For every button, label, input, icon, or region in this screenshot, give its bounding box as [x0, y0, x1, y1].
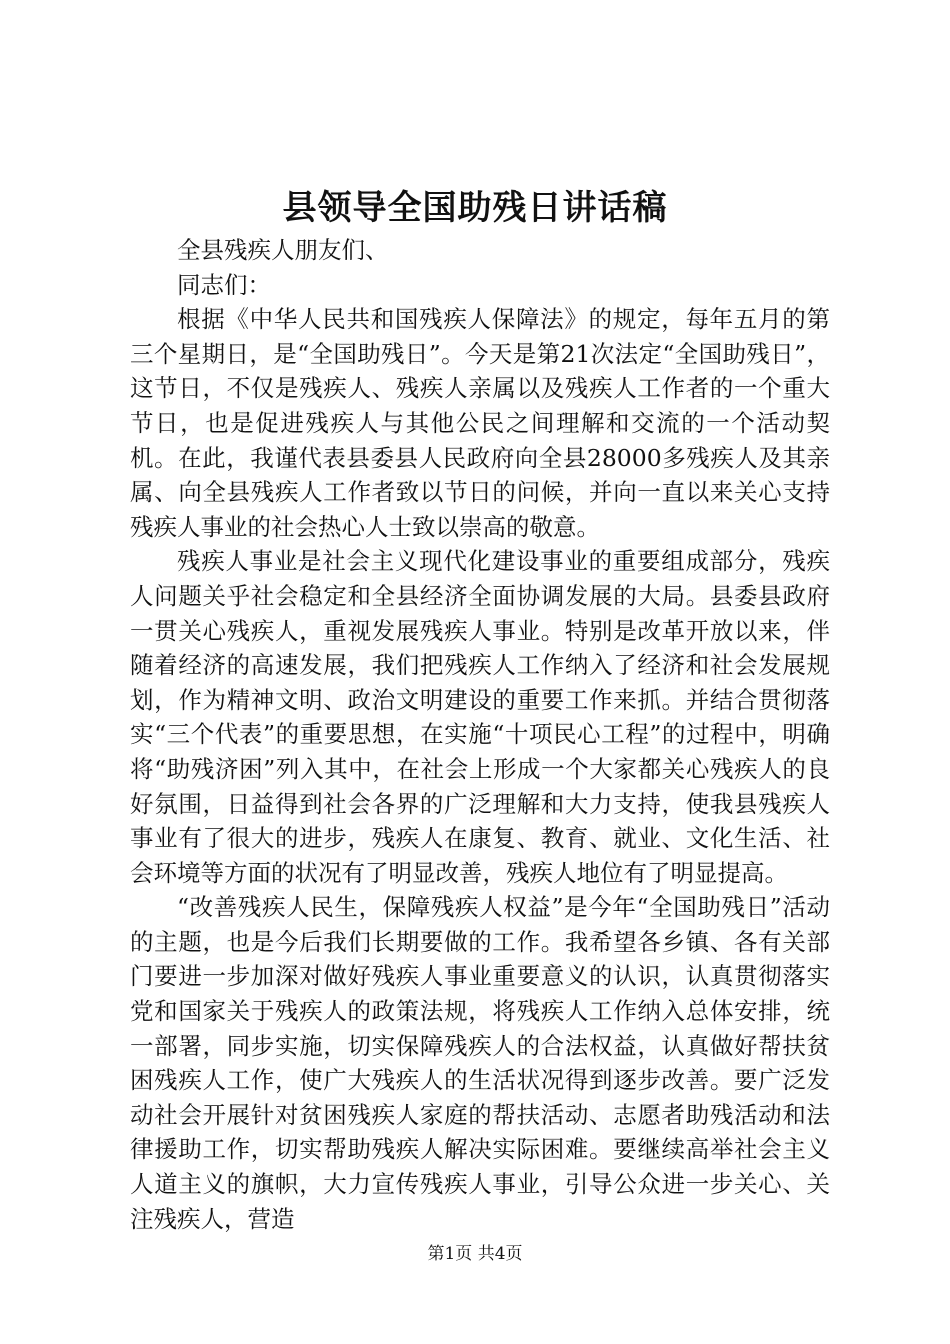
body-paragraph: 根据《中华人民共和国残疾人保障法》的规定，每年五月的第三个星期日，是“全国助残日”。今天是第21次法定“全国助残日”，这节日，不仅是残疾人、残疾人亲属以及残疾人工作者的一个重大节日，也是促进残疾人与其他公民之间理解和交流的一个活动契机。在此，我谨代表县委县人民政府向全县28000多残疾人及其亲属、向全县残疾人工作者致以节日的问候，并向一直以来关心支持残疾人事业的社会热心人士致以崇高的敬意。: [130, 305, 830, 541]
salutation-line: 同志们：: [177, 270, 271, 299]
body-paragraph: “改善残疾人民生，保障残疾人权益”是今年“全国助残日”活动的主题，也是今后我们长期要做的工作。我希望各乡镇、各有关部门要进一步加深对做好残疾人事业重要意义的认识，认真贯彻落实党和国家关于残疾人的政策法规，将残疾人工作纳入总体安排，统一部署，同步实施，切实保障残疾人的合法权益，认真做好帮扶贫困残疾人工作，使广大残疾人的生活状况得到逐步改善。要广泛发动社会开展针对贫困残疾人家庭的帮扶活动、志愿者助残活动和法律援助工作，切实帮助残疾人解决实际困难。要继续高举社会主义人道主义的旗帜，大力宣传残疾人事业，引导公众进一步关心、关注残疾人，营造: [130, 893, 830, 1233]
page-number-footer: 第1页 共4页: [427, 1244, 523, 1264]
document-body: [130, 233, 830, 1236]
salutation-line: 全县残疾人朋友们、: [177, 236, 389, 264]
body-paragraph: 残疾人事业是社会主义现代化建设事业的重要组成部分，残疾人问题关乎社会稳定和全县经济全面协调发展的大局。县委县政府一贯关心残疾人，重视发展残疾人事业。特别是改革开放以来，伴随着经济的高速发展，我们把残疾人工作纳入了经济和社会发展规划，作为精神文明、政治文明建设的重要工作来抓。并结合贯彻落实“三个代表”的重要思想，在实施“十项民心工程”的过程中，明确将“助残济困”列入其中，在社会上形成一个大家都关心残疾人的良好氛围，日益得到社会各界的广泛理解和大力支持，使我县残疾人事业有了很大的进步，残疾人在康复、教育、就业、文化生活、社会环境等方面的状况有了明显改善，残疾人地位有了明显提高。: [130, 547, 830, 887]
document-title: 县领导全国助残日讲话稿: [282, 188, 668, 228]
